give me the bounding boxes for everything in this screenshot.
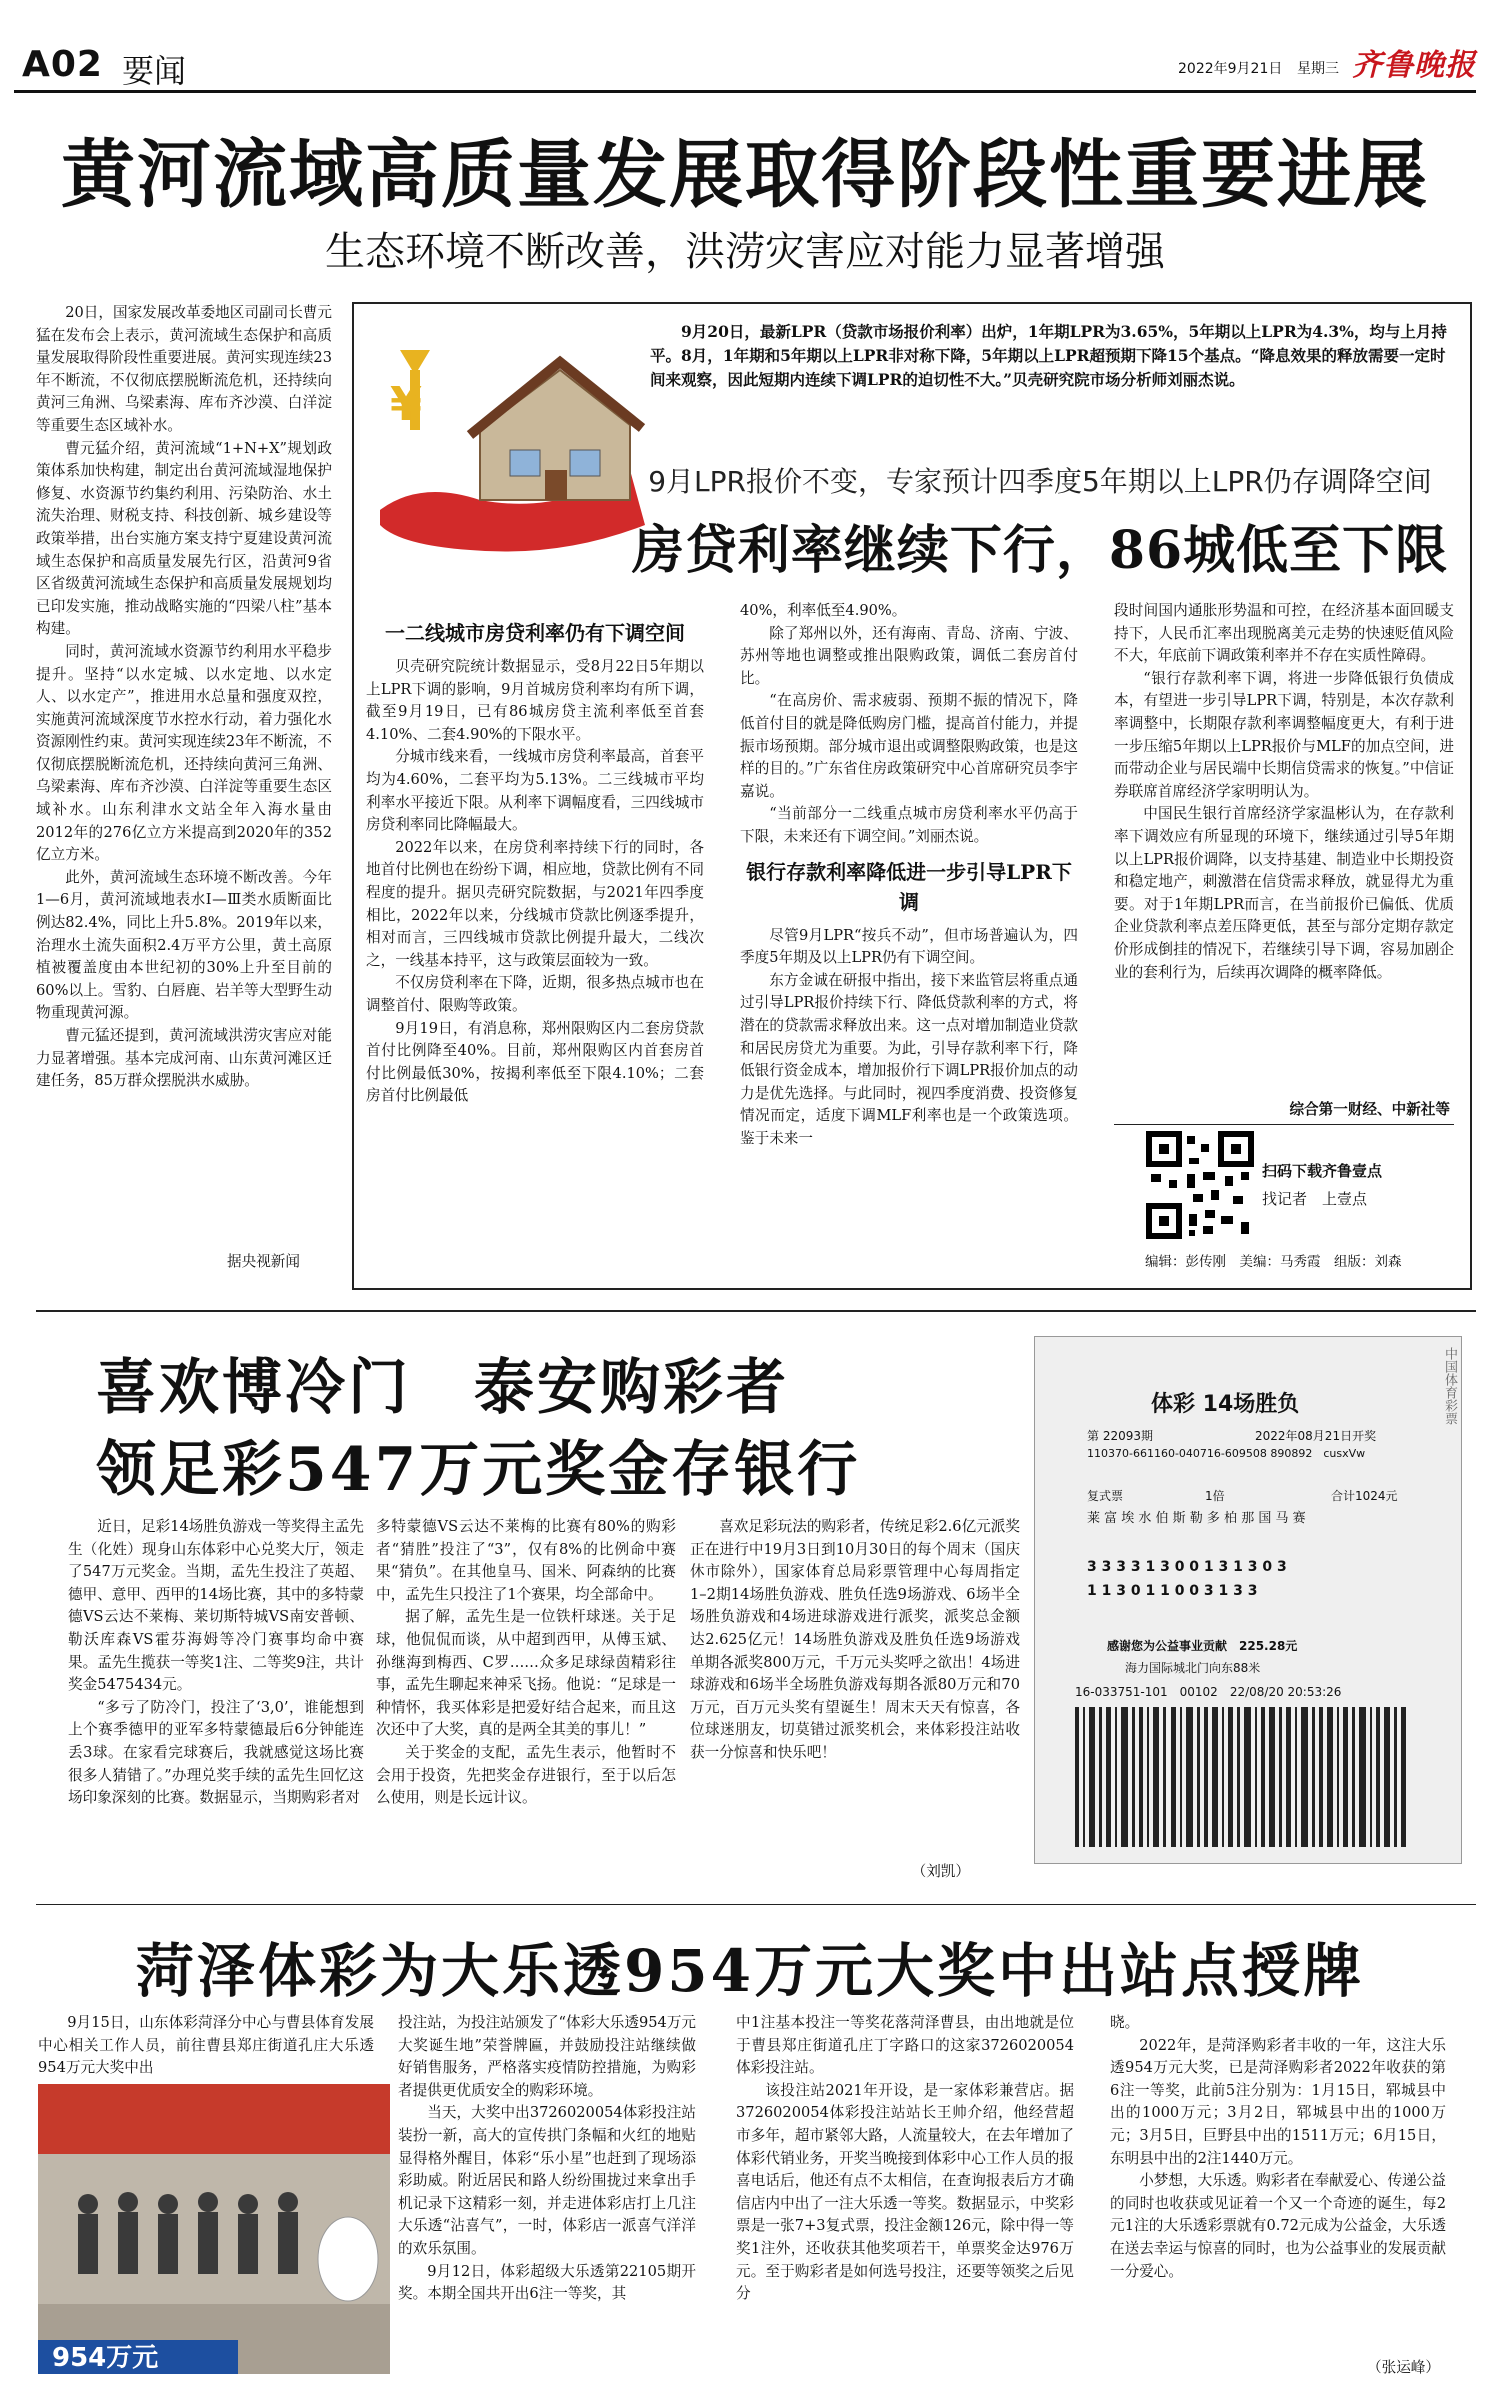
lpr-title: 房贷利率继续下行，86城低至下限 [631,520,1449,581]
ticket-teams: 莱 富 埃 水 伯 斯 勒 多 柏 那 国 马 赛 [1087,1511,1306,1526]
lpr-subtitle: 9月LPR报价不变，专家预计四季度5年期以上LPR仍存调降空间 [648,465,1432,498]
ticket-thanks: 感谢您为公益事业贡献 225.28元 [1107,1639,1298,1653]
heze-paragraph: 投注站，为投注站颁发了“体彩大乐透954万元大奖诞生地”荣誉牌匾，并鼓励投注站继续做好销售服务，严格落实疫情防控措施，为购彩者提供更优质安全的购彩环境。 [398,2014,696,2099]
lpr-paragraph: 9月19日，有消息称，郑州限购区内二套房贷款首付比例降至40%。目前，郑州限购区内首套房首付比例最低30%，按揭利率低至下限4.10%；二套房首付比例最低 [366,1019,704,1105]
lead-headline: 黄河流域高质量发展取得阶段性重要进展 [61,132,1429,218]
lpr-paragraph: “当前部分一二线重点城市房贷利率水平仍高于下限，未来还有下调空间。”刘丽杰说。 [740,805,1078,845]
lpr-credit: 综合第一财经、中新社等 [1289,1101,1450,1118]
lottery-paragraph: 关于奖金的支配，孟先生表示，他暂时不会用于投资，先把奖金存进银行，至于以后怎么使用，则是长远计议。 [376,1743,676,1807]
heze-paragraph: 该投注站2021年开设，是一家体彩兼营店。据3726020054体彩投注站站长王帅介绍，他经营超市多年，超市紧邻大路，人流量较大，在去年增加了体彩代销业务，开奖当晚接到体彩中心工作人员的报喜电话后，他还有点不太相信，在查询报表后方才确信店内中出了一注大乐透一等奖。数据显示，中奖彩票是一张7+3复式票，投注金额126元，除中得一等奖1注外，还收获其他奖项若干，单票奖金达976万元。至于购彩者是如何选号投注，还要等领奖之后见分 [736,2081,1074,2303]
ticket-picks-row1: 3 3 3 3 1 3 0 0 1 3 1 3 0 3 [1087,1559,1287,1575]
lottery-paragraph: 多特蒙德VS云达不莱梅的比赛有80%的购彩者“猜胜”投注了“3”，仅有8%的比例命中赛果“猜负”。在其他皇马、国米、阿森纳的比赛中，孟先生只投注了1个赛果，均全部命中。 [376,1518,676,1603]
lead-paragraph: 同时，黄河流域水资源节约利用水平稳步提升。坚持“以水定城、以水定地、以水定人、以水定产”，推进用水总量和强度双控，实施黄河流域深度节水控水行动，着力强化水资源刚性约束。黄河实现连续23年不断流，不仅彻底摆脱断流危机，还持续向黄河三角洲、乌梁素海、库布齐沙漠、白洋淀等重要生态区域补水。山东利津水文站全年入海水量由2012年的276亿立方米提高到2020年的352亿立方米。 [36,642,332,864]
lpr-paragraph: 分城市线来看，一线城市房贷利率最高，首套平均为4.60%，二套平均为5.13%。二三线城市平均利率水平接近下限。从利率下调幅度看，三四线城市房贷利率同比降幅最大。 [366,748,704,834]
svg-text:¥: ¥ [390,377,423,431]
photo-banner-text: 954万元 [52,2343,159,2373]
issue-weekday: 星期三 [1297,61,1339,77]
lpr-paragraph: “在高房价、需求疲弱、预期不振的情况下，降低首付目的就是降低购房门槛，提高首付能力，并提振市场预期。部分城市退出或调整限购政策，也是这样的目的。”广东省住房政策研究中心首席研究员李宇嘉说。 [740,692,1078,800]
heze-column-1 [38,2012,374,2077]
lpr-paragraph: “银行存款利率下调，将进一步降低银行负债成本，有望进一步引导LPR下调，特别是，本次存款利率调整中，长期限存款利率调整幅度更大，有利于进一步压缩5年期以上LPR报价与MLF的加点空间，进而带动企业与居民端中长期信贷需求的恢复。”中信证券联席首席经济学家明明认为。 [1114,669,1454,800]
ticket-brand: 中国体育彩票 [1442,1347,1457,1425]
lpr-column-1 [366,610,704,1260]
ticket-number: 16-033751-101 00102 22/08/20 20:53:26 [1075,1685,1342,1699]
lpr-paragraph: 尽管9月LPR“按兵不动”，但市场普遍认为，四季度5年期及以上LPR仍有下调空间。 [740,926,1078,967]
lead-paragraph: 20日，国家发展改革委地区司副司长曹元猛在发布会上表示，黄河流域生态保护和高质量发展取得阶段性重要进展。黄河实现连续23年不断流，不仅彻底摆脱断流危机，还持续向黄河三角洲、乌梁素海、库布齐沙漠、白洋淀等重要生态区域补水。 [36,304,332,434]
heze-paragraph: 晓。 [1110,2014,1140,2031]
lottery-title-line2: 领足彩547万元奖金存银行 [96,1435,861,1505]
lpr-lead-paragraph: 9月20日，最新LPR（贷款市场报价利率）出炉，1年期LPR为3.65%，5年期以上LPR为4.3%，均与上月持平。8月，1年期和5年期以上LPR非对称下降，5年期以上LPR超预期下降15个基点。“降息效果的释放需要一定时间来观察，因此短期内连续下调LPR的迫切性不大。”贝壳研究院市场分析师刘丽杰说。 [650,322,1447,389]
lottery-paragraph: 近日，足彩14场胜负游戏一等奖得主孟先生（化姓）现身山东体彩中心兑奖大厅，领走了547万元奖金。当期，孟先生投注了英超、德甲、意甲、西甲的14场比赛，其中的多特蒙德VS云达不莱梅、莱切斯特城VS南安普顿、勒沃库森VS霍芬海姆等冷门赛事均命中赛果。孟先生揽获一等奖1注、二等奖9注，共计奖金5475434元。 [68,1518,364,1694]
lead-credit: 据央视新闻 [227,1253,300,1270]
heze-paragraph: 当天，大奖中出3726020054体彩投注站装扮一新，高大的宣传拱门条幅和火红的地贴显得格外醒目，体彩“乐小星”也赶到了现场添彩助威。附近居民和路人纷纷围拢过来拿出手机记录下这精彩一刻，并走进体彩店打上几注大乐透“沾喜气”，一时，体彩店一派喜气洋洋的欢乐氛围。 [398,2104,696,2257]
lpr-paragraph: 段时间国内通胀形势温和可控，在经济基本面回暖支持下，人民币汇率出现脱离美元走势的快速贬值风险不大，年底前下调政策利率并不存在实质性障碍。 [1114,602,1454,665]
ticket-total: 合计1024元 [1331,1489,1398,1503]
qr-code-icon[interactable] [1145,1130,1255,1240]
lpr-column-3 [1114,600,1454,1096]
heze-column-2 [398,2012,696,2372]
lottery-paragraph: “多亏了防冷门，投注了‘3,0’，谁能想到上个赛季德甲的亚军多特蒙德最后6分钟能连丢3球。在家看完球赛后，我就感觉这场比赛很多人猜错了。”办理兑奖手续的孟先生回忆这场印象深刻的比赛。数据显示，当期购彩者对 [68,1698,364,1807]
lpr-paragraph: 中国民生银行首席经济学家温彬认为，在存款利率下调效应有所显现的环境下，继续通过引导5年期以上LPR报价调降，以支持基建、制造业中长期投资和稳定地产，刺激潜在信贷需求释放，就显得尤为重要。对于1年期LPR而言，在当前报价已偏低、优质企业贷款利率点差压降更低，甚至与部分定期存款定价形成倒挂的情况下，若继续引导下调，容易加剧企业的套利行为，后续再次调降的概率降低。 [1114,805,1454,981]
heze-paragraph: 9月15日，山东体彩菏泽分中心与曹县体育发展中心相关工作人员，前往曹县郑庄街道孔庄大乐透954万元大奖中出 [38,2014,374,2077]
ticket-game: 体彩 14场胜负 [1151,1392,1300,1417]
heze-paragraph: 9月12日，体彩超级大乐透第22105期开奖。本期全国共开出6注一等奖，其 [398,2262,696,2303]
editor-credits: 编辑：彭传刚 美编：马秀霞 组版：刘森 [1145,1254,1402,1270]
lead-paragraph: 曹元猛介绍，黄河流域“1+N+X”规划政策体系加快构建，制定出台黄河流域湿地保护修复、水资源节约集约利用、污染防治、水土流失治理、财税支持、科技创新、城乡建设等政策举措，出台实施方案支持宁夏建设黄河流域生态保护和高质量发展先行区，沿黄河9省区省级黄河流域生态保护和高质量发展规划均已印发实施，推动战略实施的“四梁八柱”基本构建。 [36,439,332,638]
lpr-paragraph: 东方金诚在研报中指出，接下来监管层将重点通过引导LPR报价持续下行、降低贷款利率的方式，将潜在的贷款需求释放出来。这一点对增加制造业贷款和居民房贷尤为重要。为此，引导存款利率下行，降低银行资金成本，增加报价行下调LPR报价加点的动力是优先选择。与此同时，视四季度消费、投资修复情况而定，适度下调MLF利率也是一个政策选项。鉴于未来一 [740,971,1078,1147]
lead-paragraph: 曹元猛还提到，黄河流域洪涝灾害应对能力显著增强。基本完成河南、山东黄河滩区迁建任务，85万群众摆脱洪水威胁。 [36,1027,332,1090]
lottery-paragraph: 喜欢足彩玩法的购彩者，传统足彩2.6亿元派奖正在进行中19月3日到10月30日的每个周末（国庆休市除外），国家体育总局彩票管理中心每周指定1–2期14场胜负游戏、胜负任选9场游戏、6场半全场胜负游戏和4场进球游戏进行派奖，派奖总金额达2.625亿元！14场胜负游戏及胜负任选9场游戏单期各派奖800万元，千万元头奖呼之欲出！4场进球游戏和6场半全场胜负游戏每期各派80万元和70万元，百万元头奖有望诞生！周末天天有惊喜，各位球迷朋友，切莫错过派奖机会，来体彩投注站收获一分惊喜和快乐吧！ [690,1518,1020,1761]
heze-title: 菏泽体彩为大乐透954万元大奖中出站点授牌 [135,1937,1365,2005]
ticket-multiple: 1倍 [1205,1489,1225,1503]
heze-column-3 [736,2012,1074,2372]
lpr-paragraph: 2022年以来，在房贷利率持续下行的同时，各地首付比例也在纷纷下调，相应地，贷款比例有不同程度的提升。据贝壳研究院数据，与2021年四季度相比，2022年以来，分线城市贷款比例逐季提升，相对而言，三四线城市贷款比例提升最大，二线次之，一线基本持平，这与政策层面较为一致。 [366,838,704,969]
divider [1114,1124,1454,1125]
newspaper-logo: 齐鲁晚报 [1352,48,1476,83]
heze-paragraph: 小梦想，大乐透。购彩者在奉献爱心、传递公益的同时也收获或见证着一个又一个奇迹的诞生，每2元1注的大乐透彩票就有0.72元成为公益金，大乐透在送去幸运与惊喜的同时，也为公益事业的发展贡献一分爱心。 [1110,2172,1446,2280]
section-name: 要闻 [122,52,187,90]
house-hand-illustration [360,310,652,560]
header-rule [14,90,1476,93]
lottery-column-1 [68,1516,364,1886]
lpr-column-2 [740,600,1078,1280]
lead-article-body [36,302,332,1242]
lead-paragraph: 此外，黄河流域生态环境不断改善。今年1—6月，黄河流域地表水Ⅰ—Ⅲ类水质断面比例达82.4%，同比上升5.8%。2019年以来，治理水土流失面积2.4万平方公里，黄土高原植被覆盖度由本世纪初的30%上升至目前的60%以上。雪豹、白唇鹿、岩羊等大型野生动物重现黄河源。 [36,868,332,1022]
heze-credit: （张运峰） [1367,2359,1440,2376]
ticket-serial: 第 22093期 [1087,1429,1153,1443]
lottery-ticket-photo [1034,1336,1462,1864]
section-divider [36,1310,1476,1312]
issue-date: 2022年9月21日 [1178,61,1283,77]
section-divider [36,1904,1476,1905]
ticket-barcode-icon [1075,1707,1411,1847]
lead-subhead: 生态环境不断改善，洪涝灾害应对能力显著增强 [325,229,1165,275]
ticket-date: 2022年08月21日开奖 [1255,1429,1377,1443]
lottery-title-line1: 喜欢博冷门 泰安购彩者 [96,1353,789,1423]
lottery-credit: （刘凯） [911,1863,970,1880]
lottery-column-3 [690,1516,1020,1856]
heze-paragraph: 2022年，是菏泽购彩者丰收的一年，这注大乐透954万元大奖，已是菏泽购彩者2022年收获的第6注一等奖，此前5注分别为：1月15日，郓城县中出的1000万元；3月2日，郓城县中出的1000万元；3月5日，巨野县中出的1511万元；6月15日，东明县中出的2注1440万元。 [1110,2036,1446,2167]
qr-caption-sub: 找记者 上壹点 [1262,1190,1368,1208]
ticket-picks-row2: 1 1 3 0 1 1 0 0 3 1 3 3 [1087,1583,1258,1599]
lpr-paragraph: 40%，利率低至4.90%。 [740,602,907,619]
lpr-col1-subtitle: 一二线城市房贷利率仍有下调空间 [385,621,685,645]
ticket-shop: 海力国际城北门向东88米 [1125,1661,1261,1675]
lpr-col2-subtitle: 银行存款利率降低进一步引导LPR下调 [746,859,1072,914]
award-ceremony-photo [38,2084,390,2374]
heze-paragraph: 中1注基本投注一等奖花落菏泽曹县，由出地就是位于曹县郑庄街道孔庄丁字路口的这家3726020054体彩投注站。 [736,2014,1074,2077]
lottery-paragraph: 据了解，孟先生是一位铁杆球迷。关于足球，他侃侃而谈，从中超到西甲，从傅玉斌、孙继海到梅西、C罗……众多足球绿茵精彩往事，孟先生聊起来神采飞扬。他说：“足球是一种情怀，我买体彩是把爱好结合起来，而且这次还中了大奖，真的是两全其美的事儿！” [376,1608,676,1739]
ticket-play: 复式票 [1087,1489,1124,1503]
page-number: A02 [22,44,103,85]
lpr-paragraph: 除了郑州以外，还有海南、青岛、济南、宁波、苏州等地也调整或推出限购政策，调低二套房首付比。 [740,624,1078,687]
ticket-code: 110370-661160-040716-609508 890892 cusxVw [1087,1447,1366,1460]
heze-column-4 [1110,2012,1446,2352]
lpr-paragraph: 贝壳研究院统计数据显示，受8月22日5年期以上LPR下调的影响，9月首城房贷利率均有所下调，截至9月19日，已有86城房贷主流利率低至首套4.10%、二套4.90%的下限水平。 [366,658,704,743]
qr-caption: 扫码下载齐鲁壹点 [1262,1162,1383,1180]
lottery-column-2 [376,1516,676,1886]
lpr-paragraph: 不仅房贷利率在下降，近期，很多热点城市也在调整首付、限购等政策。 [366,974,704,1014]
